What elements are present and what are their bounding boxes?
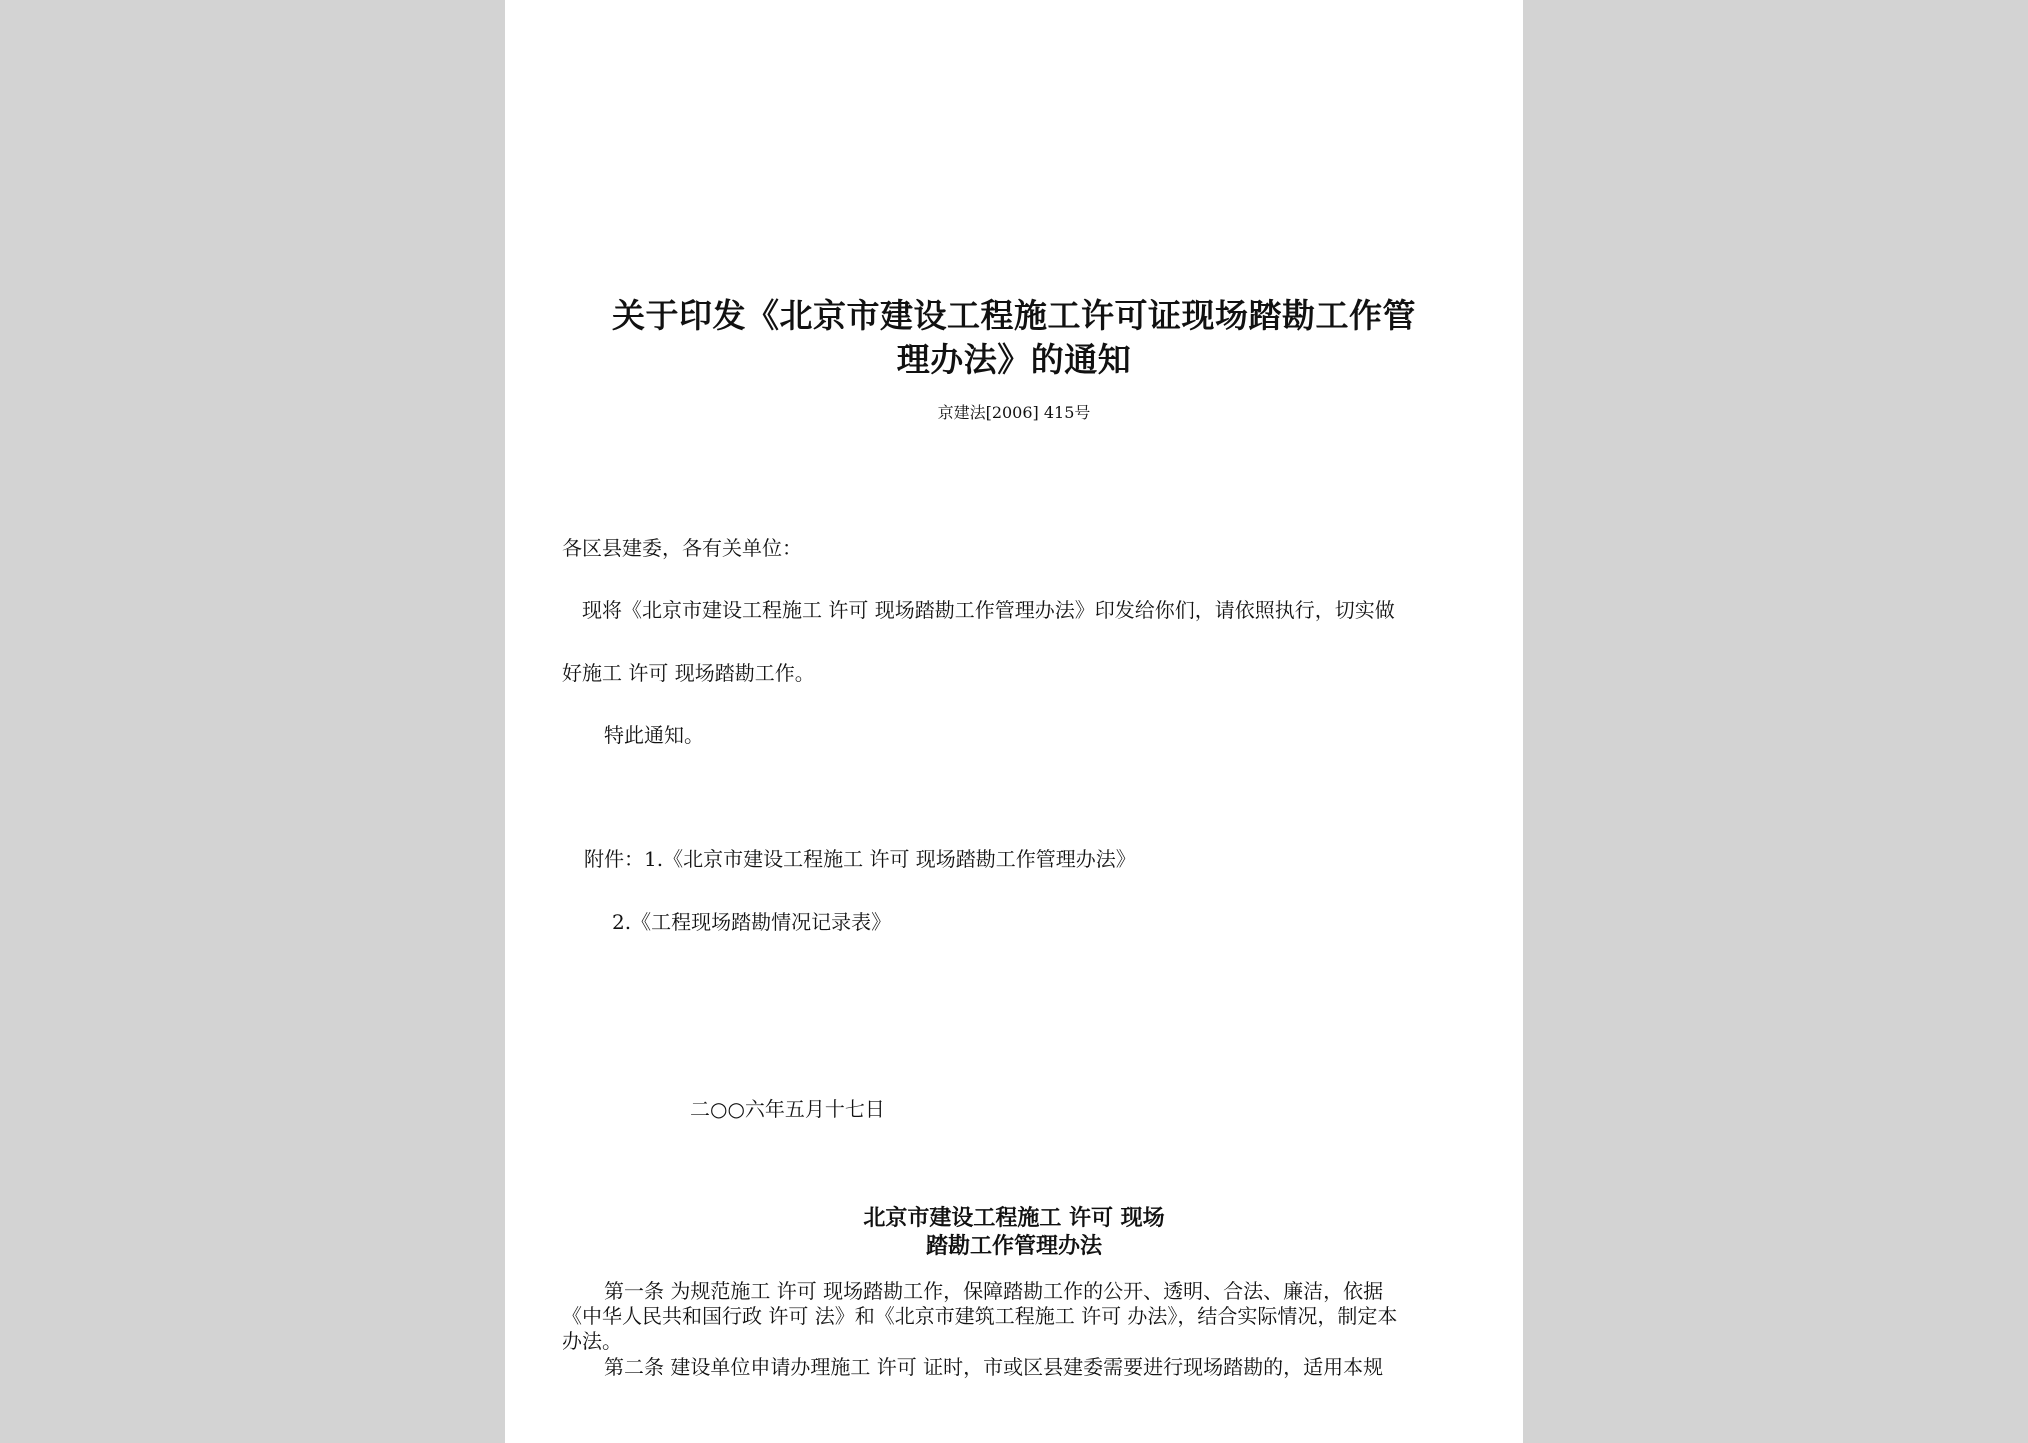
document-page bbox=[505, 0, 1523, 1443]
salutation: 各区县建委，各有关单位： bbox=[562, 536, 802, 560]
notice-title-line-1: 关于印发《北京市建设工程施工许可证现场踏勘工作管 bbox=[612, 296, 1416, 335]
attachment-item-2: 2.《工程现场踏勘情况记录表》 bbox=[612, 910, 892, 934]
notice-paragraph-line-2: 好施工 许可 现场踏勘工作。 bbox=[562, 661, 815, 685]
article-2-line-1: 第二条 建设单位申请办理施工 许可 证时，市或区县建委需要进行现场踏勘的，适用本规 bbox=[604, 1355, 1384, 1379]
notice-date: 二○○六年五月十七日 bbox=[690, 1097, 885, 1121]
rules-heading-line-1: 北京市建设工程施工 许可 现场 bbox=[863, 1205, 1165, 1231]
article-1-line-3: 办法。 bbox=[562, 1329, 622, 1353]
attachment-item-1: 附件：1.《北京市建设工程施工 许可 现场踏勘工作管理办法》 bbox=[584, 847, 1136, 871]
rules-heading-line-2: 踏勘工作管理办法 bbox=[925, 1233, 1102, 1259]
document-number: 京建法[2006] 415号 bbox=[937, 403, 1091, 422]
notice-title-line-2: 理办法》的通知 bbox=[896, 340, 1132, 379]
article-1-line-1: 第一条 为规范施工 许可 现场踏勘工作，保障踏勘工作的公开、透明、合法、廉洁，依据 bbox=[604, 1279, 1384, 1303]
closing-phrase: 特此通知。 bbox=[604, 723, 704, 747]
notice-paragraph-line-1: 现将《北京市建设工程施工 许可 现场踏勘工作管理办法》印发给你们，请依照执行，切实做 bbox=[582, 598, 1395, 622]
article-1-line-2: 《中华人民共和国行政 许可 法》和《北京市建筑工程施工 许可 办法》，结合实际情况，制定本 bbox=[562, 1304, 1398, 1328]
